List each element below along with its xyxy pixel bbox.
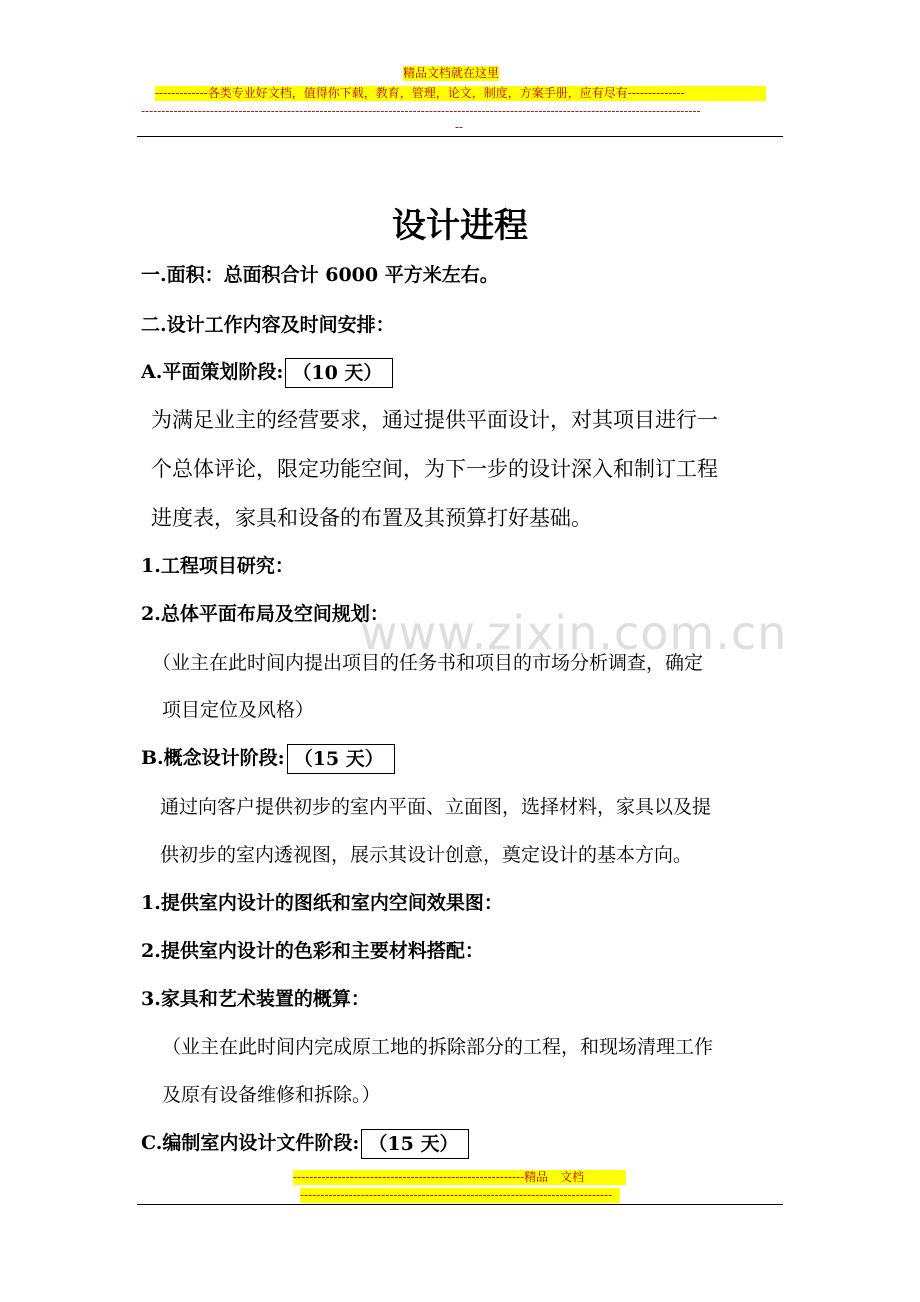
phase-a-label: A.平面策划阶段: (141, 361, 284, 383)
phase-b-desc-1: 通过向客户提供初步的室内平面、立面图，选择材料，家具以及提 (160, 796, 712, 818)
phase-b-desc-2: 供初步的室内透视图，展示其设计创意，奠定设计的基本方向。 (160, 844, 693, 866)
header-banner: -------------各类专业好文档，值得你下载，教育，管理，论文，制度，方案手册，应有尽有-------------- (155, 86, 766, 101)
header-dashes-continuation: -- (455, 120, 464, 134)
phase-a-desc-2: 个总体评论，限定功能空间，为下一步的设计深入和制订工程 (151, 457, 718, 481)
b-item-1: 1.提供室内设计的图纸和室内空间效果图： (141, 892, 503, 914)
b-item-3: 3.家具和艺术装置的概算： (141, 988, 370, 1010)
b-item-2: 2.提供室内设计的色彩和主要材料搭配： (141, 940, 484, 962)
a-item-2: 2.总体平面布局及空间规划： (141, 603, 389, 625)
footer-banner: ---------------------------------------------------------精品 文档 (293, 1170, 626, 1185)
phase-b-label: B.概念设计阶段: (141, 747, 285, 769)
schedule-line: 二.设计工作内容及时间安排： (141, 314, 395, 336)
phase-a-days-box: （10 天） (285, 358, 393, 388)
phase-b-days-box: （15 天） (287, 744, 395, 774)
footer-dashes: ----------------------------------------------------------------------------- (300, 1188, 620, 1203)
phase-c-days-box: （15 天） (361, 1129, 469, 1159)
b-note-1: （业主在此时间内完成原工地的拆除部分的工程，和现场清理工作 (162, 1036, 714, 1058)
phase-a-heading (141, 358, 393, 388)
a-note-2: 项目定位及风格） (162, 699, 315, 721)
a-note-1: （业主在此时间内提出项目的任务书和项目的市场分析调查，确定 (152, 652, 704, 674)
phase-c-label: C.编制室内设计文件阶段: (141, 1132, 360, 1154)
phase-c-heading (141, 1129, 469, 1159)
b-note-2: 及原有设备维修和拆除。） (162, 1084, 381, 1106)
header-dashes: ------------------------------------------------------------------------------------------------------------------------------------------ (141, 104, 701, 118)
footer-rule (137, 1204, 783, 1205)
header-title: 精品文档就在这里 (403, 66, 500, 80)
header-rule (137, 136, 783, 137)
document-title: 设计进程 (392, 206, 528, 246)
a-item-1: 1.工程项目研究： (141, 555, 294, 577)
phase-b-heading (141, 744, 395, 774)
watermark: www.zixin.com.cn (360, 606, 788, 660)
phase-a-desc-3: 进度表，家具和设备的布置及其预算打好基础。 (151, 506, 592, 530)
area-line: 一.面积：总面积合计 6000 平方米左右。 (141, 264, 499, 286)
phase-a-desc-1: 为满足业主的经营要求，通过提供平面设计，对其项目进行一 (151, 408, 718, 432)
